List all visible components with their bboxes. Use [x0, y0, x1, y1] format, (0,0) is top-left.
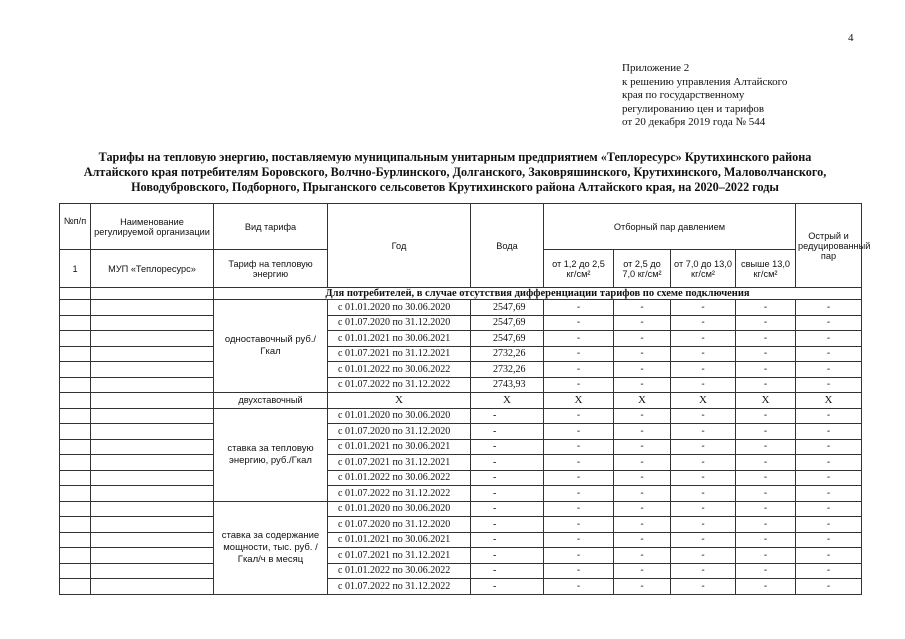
dash-cell: -: [614, 362, 671, 378]
header-num: №п/п: [60, 204, 91, 250]
dash-cell: -: [614, 346, 671, 362]
dash-cell: -: [736, 362, 796, 378]
empty-cell: [91, 288, 214, 300]
header-steam-col: от 2,5 до 7,0 кг/см²: [614, 250, 671, 288]
empty-cell: [60, 486, 91, 502]
appendix-line: края по государственному: [622, 89, 745, 101]
dash-cell: -: [796, 470, 862, 486]
dash-cell: -: [796, 377, 862, 393]
empty-cell: [60, 501, 91, 517]
dash-cell: -: [614, 579, 671, 595]
x-mark: Х: [614, 393, 671, 409]
header-year: Год: [328, 204, 471, 288]
dash-cell: -: [736, 315, 796, 331]
water-value: -: [471, 408, 544, 424]
x-mark: Х: [671, 393, 736, 409]
dash-cell: -: [614, 470, 671, 486]
dash-cell: -: [544, 548, 614, 564]
empty-cell: [91, 563, 214, 579]
dash-cell: -: [544, 377, 614, 393]
organization-name: МУП «Теплоресурс»: [91, 250, 214, 288]
empty-cell: [91, 486, 214, 502]
dash-cell: -: [544, 315, 614, 331]
dash-cell: -: [671, 517, 736, 533]
empty-cell: [60, 393, 91, 409]
water-value: -: [471, 579, 544, 595]
dash-cell: -: [736, 532, 796, 548]
dash-cell: -: [671, 563, 736, 579]
dash-cell: -: [671, 424, 736, 440]
dash-cell: -: [796, 439, 862, 455]
dash-cell: -: [544, 408, 614, 424]
dash-cell: -: [736, 455, 796, 471]
header-sharp-steam: Острый и редуцированный пар: [796, 204, 862, 288]
row-number: 1: [60, 250, 91, 288]
dash-cell: -: [736, 408, 796, 424]
empty-cell: [91, 408, 214, 424]
water-value: -: [471, 455, 544, 471]
dash-cell: -: [796, 455, 862, 471]
dash-cell: -: [796, 517, 862, 533]
empty-cell: [60, 424, 91, 440]
dash-cell: -: [544, 439, 614, 455]
empty-cell: [91, 393, 214, 409]
empty-cell: [91, 331, 214, 347]
empty-cell: [91, 346, 214, 362]
empty-cell: [60, 331, 91, 347]
empty-cell: [91, 377, 214, 393]
dash-cell: -: [671, 486, 736, 502]
dash-cell: -: [671, 408, 736, 424]
empty-cell: [60, 532, 91, 548]
empty-cell: [91, 315, 214, 331]
empty-cell: [91, 579, 214, 595]
consumers-note: Для потребителей, в случае отсутствия дифференциации тарифов по схеме подключения: [214, 288, 862, 300]
water-value: 2732,26: [471, 362, 544, 378]
dash-cell: -: [796, 501, 862, 517]
appendix-line: регулированию цен и тарифов: [622, 102, 765, 115]
dash-cell: -: [544, 455, 614, 471]
period-cell: с 01.07.2020 по 31.12.2020: [328, 315, 471, 331]
dash-cell: -: [544, 486, 614, 502]
capacity-rate-label: ставка за содержание мощности, тыс. руб. /Гкал/ч в месяц: [214, 501, 328, 594]
empty-cell: [60, 408, 91, 424]
empty-cell: [60, 300, 91, 316]
empty-cell: [60, 315, 91, 331]
dash-cell: -: [614, 315, 671, 331]
dash-cell: -: [736, 439, 796, 455]
dash-cell: -: [736, 548, 796, 564]
water-value: 2547,69: [471, 300, 544, 316]
title-line: Новодубровского, Подборного, Прыганского сельсоветов Крутихинского района Алтайского края, на 2020–2022 годы: [131, 179, 779, 194]
period-cell: с 01.01.2021 по 30.06.2021: [328, 331, 471, 347]
appendix-line: к решению управления Алтайского: [622, 75, 788, 88]
empty-cell: [60, 579, 91, 595]
tariff-label: Тариф на тепловую энергию: [214, 250, 328, 288]
page-number: 4: [848, 32, 854, 44]
one-rate-label: одноставочный руб./Гкал: [214, 300, 328, 393]
appendix-line: от 20 декабря 2019 года № 544: [622, 116, 766, 128]
dash-cell: -: [544, 501, 614, 517]
water-value: -: [471, 424, 544, 440]
dash-cell: -: [736, 486, 796, 502]
empty-cell: [60, 455, 91, 471]
period-cell: с 01.07.2022 по 31.12.2022: [328, 486, 471, 502]
period-cell: с 01.07.2020 по 31.12.2020: [328, 424, 471, 440]
dash-cell: -: [671, 377, 736, 393]
water-value: -: [471, 517, 544, 533]
two-rate-label: двухставочный: [214, 393, 328, 409]
empty-cell: [60, 346, 91, 362]
period-cell: с 01.07.2021 по 31.12.2021: [328, 455, 471, 471]
energy-rate-label: ставка за тепловую энергию, руб./Гкал: [214, 408, 328, 501]
period-cell: с 01.07.2022 по 31.12.2022: [328, 377, 471, 393]
dash-cell: -: [671, 470, 736, 486]
dash-cell: -: [614, 439, 671, 455]
dash-cell: -: [614, 300, 671, 316]
dash-cell: -: [736, 300, 796, 316]
dash-cell: -: [544, 346, 614, 362]
period-cell: с 01.01.2022 по 30.06.2022: [328, 563, 471, 579]
period-cell: с 01.07.2022 по 31.12.2022: [328, 579, 471, 595]
header-steam-col: свыше 13,0 кг/см²: [736, 250, 796, 288]
dash-cell: -: [796, 579, 862, 595]
x-mark: Х: [544, 393, 614, 409]
period-cell: с 01.01.2022 по 30.06.2022: [328, 362, 471, 378]
dash-cell: -: [671, 501, 736, 517]
dash-cell: -: [614, 377, 671, 393]
period-cell: с 01.01.2020 по 30.06.2020: [328, 300, 471, 316]
dash-cell: -: [614, 517, 671, 533]
period-cell: с 01.07.2021 по 31.12.2021: [328, 548, 471, 564]
dash-cell: -: [544, 331, 614, 347]
period-cell: с 01.01.2020 по 30.06.2020: [328, 408, 471, 424]
empty-cell: [91, 548, 214, 564]
dash-cell: -: [544, 517, 614, 533]
water-value: -: [471, 532, 544, 548]
dash-cell: -: [671, 331, 736, 347]
dash-cell: -: [671, 532, 736, 548]
dash-cell: -: [736, 563, 796, 579]
dash-cell: -: [736, 579, 796, 595]
period-cell: с 01.01.2021 по 30.06.2021: [328, 532, 471, 548]
dash-cell: -: [614, 501, 671, 517]
dash-cell: -: [544, 532, 614, 548]
dash-cell: -: [736, 377, 796, 393]
x-mark: Х: [471, 393, 544, 409]
dash-cell: -: [671, 315, 736, 331]
dash-cell: -: [736, 331, 796, 347]
dash-cell: -: [614, 455, 671, 471]
dash-cell: -: [671, 346, 736, 362]
empty-cell: [91, 455, 214, 471]
dash-cell: -: [614, 331, 671, 347]
dash-cell: -: [796, 331, 862, 347]
empty-cell: [91, 424, 214, 440]
dash-cell: -: [736, 470, 796, 486]
tariff-table: [59, 203, 871, 595]
dash-cell: -: [544, 362, 614, 378]
dash-cell: -: [796, 362, 862, 378]
water-value: -: [471, 563, 544, 579]
dash-cell: -: [544, 300, 614, 316]
appendix-line: Приложение 2: [622, 62, 690, 74]
water-value: -: [471, 548, 544, 564]
empty-cell: [91, 470, 214, 486]
water-value: 2547,69: [471, 315, 544, 331]
dash-cell: -: [736, 501, 796, 517]
empty-cell: [60, 517, 91, 533]
dash-cell: -: [796, 315, 862, 331]
dash-cell: -: [736, 424, 796, 440]
dash-cell: -: [796, 563, 862, 579]
dash-cell: -: [614, 548, 671, 564]
header-steam: Отборный пар давлением: [544, 204, 796, 250]
empty-cell: [60, 377, 91, 393]
x-mark: Х: [796, 393, 862, 409]
dash-cell: -: [796, 486, 862, 502]
dash-cell: -: [736, 346, 796, 362]
dash-cell: -: [671, 439, 736, 455]
empty-cell: [91, 501, 214, 517]
header-org: Наименование регулируемой организации: [91, 204, 214, 250]
dash-cell: -: [671, 548, 736, 564]
dash-cell: -: [544, 579, 614, 595]
period-cell: с 01.01.2022 по 30.06.2022: [328, 470, 471, 486]
empty-cell: [91, 439, 214, 455]
water-value: 2732,26: [471, 346, 544, 362]
x-mark: Х: [328, 393, 471, 409]
empty-cell: [60, 288, 91, 300]
header-tariff-type: Вид тарифа: [214, 204, 328, 250]
dash-cell: -: [671, 455, 736, 471]
empty-cell: [91, 300, 214, 316]
water-value: -: [471, 486, 544, 502]
period-cell: с 01.07.2021 по 31.12.2021: [328, 346, 471, 362]
water-value: 2743,93: [471, 377, 544, 393]
dash-cell: -: [614, 486, 671, 502]
water-value: -: [471, 470, 544, 486]
header-water: Вода: [471, 204, 544, 288]
title-line: Алтайского края потребителям Боровского, Волчно-Бурлинского, Долганского, Заковряшинского, Крутихинского, Маловолчанского,: [83, 164, 827, 179]
period-cell: с 01.01.2021 по 30.06.2021: [328, 439, 471, 455]
header-steam-col: от 1,2 до 2,5 кг/см²: [544, 250, 614, 288]
dash-cell: -: [614, 532, 671, 548]
dash-cell: -: [671, 579, 736, 595]
dash-cell: -: [736, 517, 796, 533]
empty-cell: [60, 548, 91, 564]
dash-cell: -: [614, 408, 671, 424]
x-mark: Х: [736, 393, 796, 409]
dash-cell: -: [796, 548, 862, 564]
empty-cell: [91, 362, 214, 378]
water-value: -: [471, 501, 544, 517]
period-cell: с 01.01.2020 по 30.06.2020: [328, 501, 471, 517]
dash-cell: -: [544, 563, 614, 579]
dash-cell: -: [614, 563, 671, 579]
document-title: [40, 150, 870, 194]
dash-cell: -: [544, 470, 614, 486]
water-value: 2547,69: [471, 331, 544, 347]
dash-cell: -: [671, 300, 736, 316]
empty-cell: [60, 439, 91, 455]
title-line: Тарифы на тепловую энергию, поставляемую муниципальным унитарным предприятием «Теплоресурс» Крутихинского района: [98, 150, 812, 164]
empty-cell: [91, 532, 214, 548]
header-steam-col: от 7,0 до 13,0 кг/см²: [671, 250, 736, 288]
dash-cell: -: [544, 424, 614, 440]
dash-cell: -: [796, 346, 862, 362]
dash-cell: -: [796, 300, 862, 316]
empty-cell: [60, 470, 91, 486]
dash-cell: -: [796, 424, 862, 440]
dash-cell: -: [614, 424, 671, 440]
dash-cell: -: [671, 362, 736, 378]
empty-cell: [91, 517, 214, 533]
dash-cell: -: [796, 408, 862, 424]
empty-cell: [60, 362, 91, 378]
period-cell: с 01.07.2020 по 31.12.2020: [328, 517, 471, 533]
water-value: -: [471, 439, 544, 455]
appendix-note: [622, 62, 787, 130]
empty-cell: [60, 563, 91, 579]
dash-cell: -: [796, 532, 862, 548]
